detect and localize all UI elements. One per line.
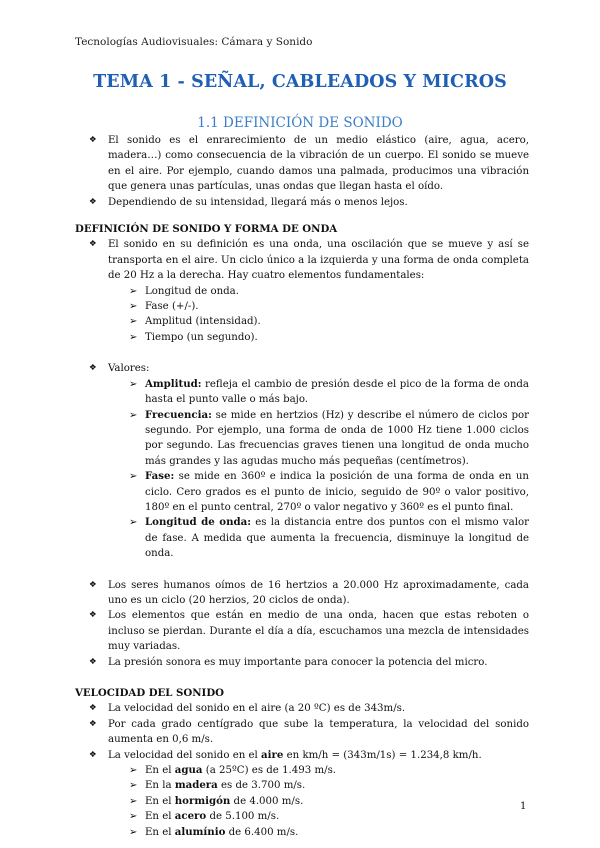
definition-longitud-de-onda [75,515,529,561]
text: En la [145,780,175,792]
media-item-madera [75,778,529,793]
note-bullet: ❖ Los elementos que están en medio de una onda, hacen que estas reboten o incluso se pierdan. Durante el día a día, escuchamos una mezcla de intensidades muy variadas. [75,608,529,654]
text: En el [145,765,175,777]
speed-bullet: ❖ Por cada grado centígrado que sube la temperatura, la velocidad del sonido aumenta en 0,6 m/s. [75,717,529,748]
term: Frecuencia: [145,408,212,421]
page-title: TEMA 1 - SEÑAL, CABLEADOS Y MICROS [93,72,507,92]
text: En el [145,811,175,823]
section-heading-waveform: DEFINICIÓN DE SONIDO Y FORMA DE ONDA [75,223,338,236]
note-bullet: ❖ La presión sonora es muy importante para conocer la potencia del micro. [75,655,529,670]
text: de 6.400 m/s. [225,826,299,838]
list-item: ➢ Fase (+/-). [75,299,529,314]
intro-bullet: ❖ Dependiendo de su intensidad, llegará más o menos lejos. [75,195,529,210]
text: en km/h = (343m/1s) = 1.234,8 km/h. [283,749,482,761]
list-item: ➢ Longitud de onda. [75,284,529,299]
section-heading-speed: VELOCIDAD DEL SONIDO [75,687,225,699]
text: La velocidad del sonido en el [108,749,262,761]
text: (a 25ºC) es de 1.493 m/s. [202,765,337,777]
valores-list [75,361,529,376]
valores-label: ❖ Valores: [75,361,529,376]
term: Amplitud: [145,377,202,390]
speed-list [75,701,529,763]
text: de 5.100 m/s. [206,811,280,823]
note-bullet: ❖ Los seres humanos oímos de 16 hertzios a 20.000 Hz aproximadamente, cada uno es un ciclo (20 herzios, 20 ciclos de onda). [75,578,529,609]
waveform-definition: ❖ El sonido en su definición es una onda, una oscilación que se mueve y así se transporta en el aire. Un ciclo único a la izquierda y una forma de onda completa de 20 Hz a la derecha. Hay cuatro elementos fundamentales: [75,237,529,283]
text: es de 3.700 m/s. [217,780,306,792]
text: En el [145,826,175,838]
speed-bullet [75,748,529,763]
definition-fase [75,469,529,515]
term-description: se mide en hertzios (Hz) y describe el número de ciclos por segundo. Por ejemplo, una forma de onda de 1000 Hz tiene 1.000 ciclos por segundo. Las frecuencias graves tienen una longitud de onda mucho más grandes y las agudas mucho más pequeñas (centímetros). [145,409,529,467]
document-body [75,133,529,840]
text: En el [145,795,175,807]
media-speed-list [75,763,529,840]
media-item-aluminio [75,825,529,840]
notes-list [75,578,529,670]
page-number: 1 [520,801,527,812]
definition-frecuencia [75,408,529,470]
text: de 4.000 m/s. [230,795,304,807]
intro-list [75,133,529,210]
term-description: refleja el cambio de presión desde el pico de la forma de onda hasta el punto valle o más bajo. [145,378,529,406]
term: aire [261,748,284,761]
list-item: ➢ Tiempo (un segundo). [75,330,529,345]
intro-bullet: ❖ El sonido es el enrarecimiento de un medio elástico (aire, agua, acero, madera…) como consecuencia de la vibración de un cuerpo. El sonido se mueve en el aire. Por ejemplo, cuando damos una palmada, producimos una vibración que genera unas partículas, unas ondas que llegan hasta el oído. [75,133,529,195]
term: Longitud de onda: [145,516,251,529]
term: agua [174,764,203,777]
term-description: se mide en 360º e indica la posición de una forma de onda en un ciclo. Cero grados es el punto de inicio, seguido de 90º o valor positivo, 180º en el punto central, 270º o valor negativo y 360º es el punto final. [145,471,529,513]
term-description: es la distancia entre dos puntos con el mismo valor de fase. A medida que aumenta la frecuencia, disminuye la longitud de onda. [145,517,530,560]
speed-bullet: ❖ La velocidad del sonido en el aire (a 20 ºC) es de 343m/s. [75,701,529,716]
media-item-acero [75,809,529,824]
media-item-hormigon [75,794,529,809]
section-subtitle: 1.1 DEFINICIÓN DE SONIDO [197,115,403,131]
term: Fase: [145,470,175,483]
term: alumínio [174,825,226,838]
term: madera [174,779,218,792]
running-header: Tecnologías Audiovisuales: Cámara y Sonido [75,36,313,48]
media-item-agua [75,763,529,778]
waveform-list [75,237,529,283]
term: acero [174,810,207,823]
fundamental-elements-list [75,284,529,346]
valores-definitions [75,377,529,562]
definition-amplitud [75,377,529,408]
list-item: ➢ Amplitud (intensidad). [75,314,529,329]
term: hormigón [174,794,231,807]
